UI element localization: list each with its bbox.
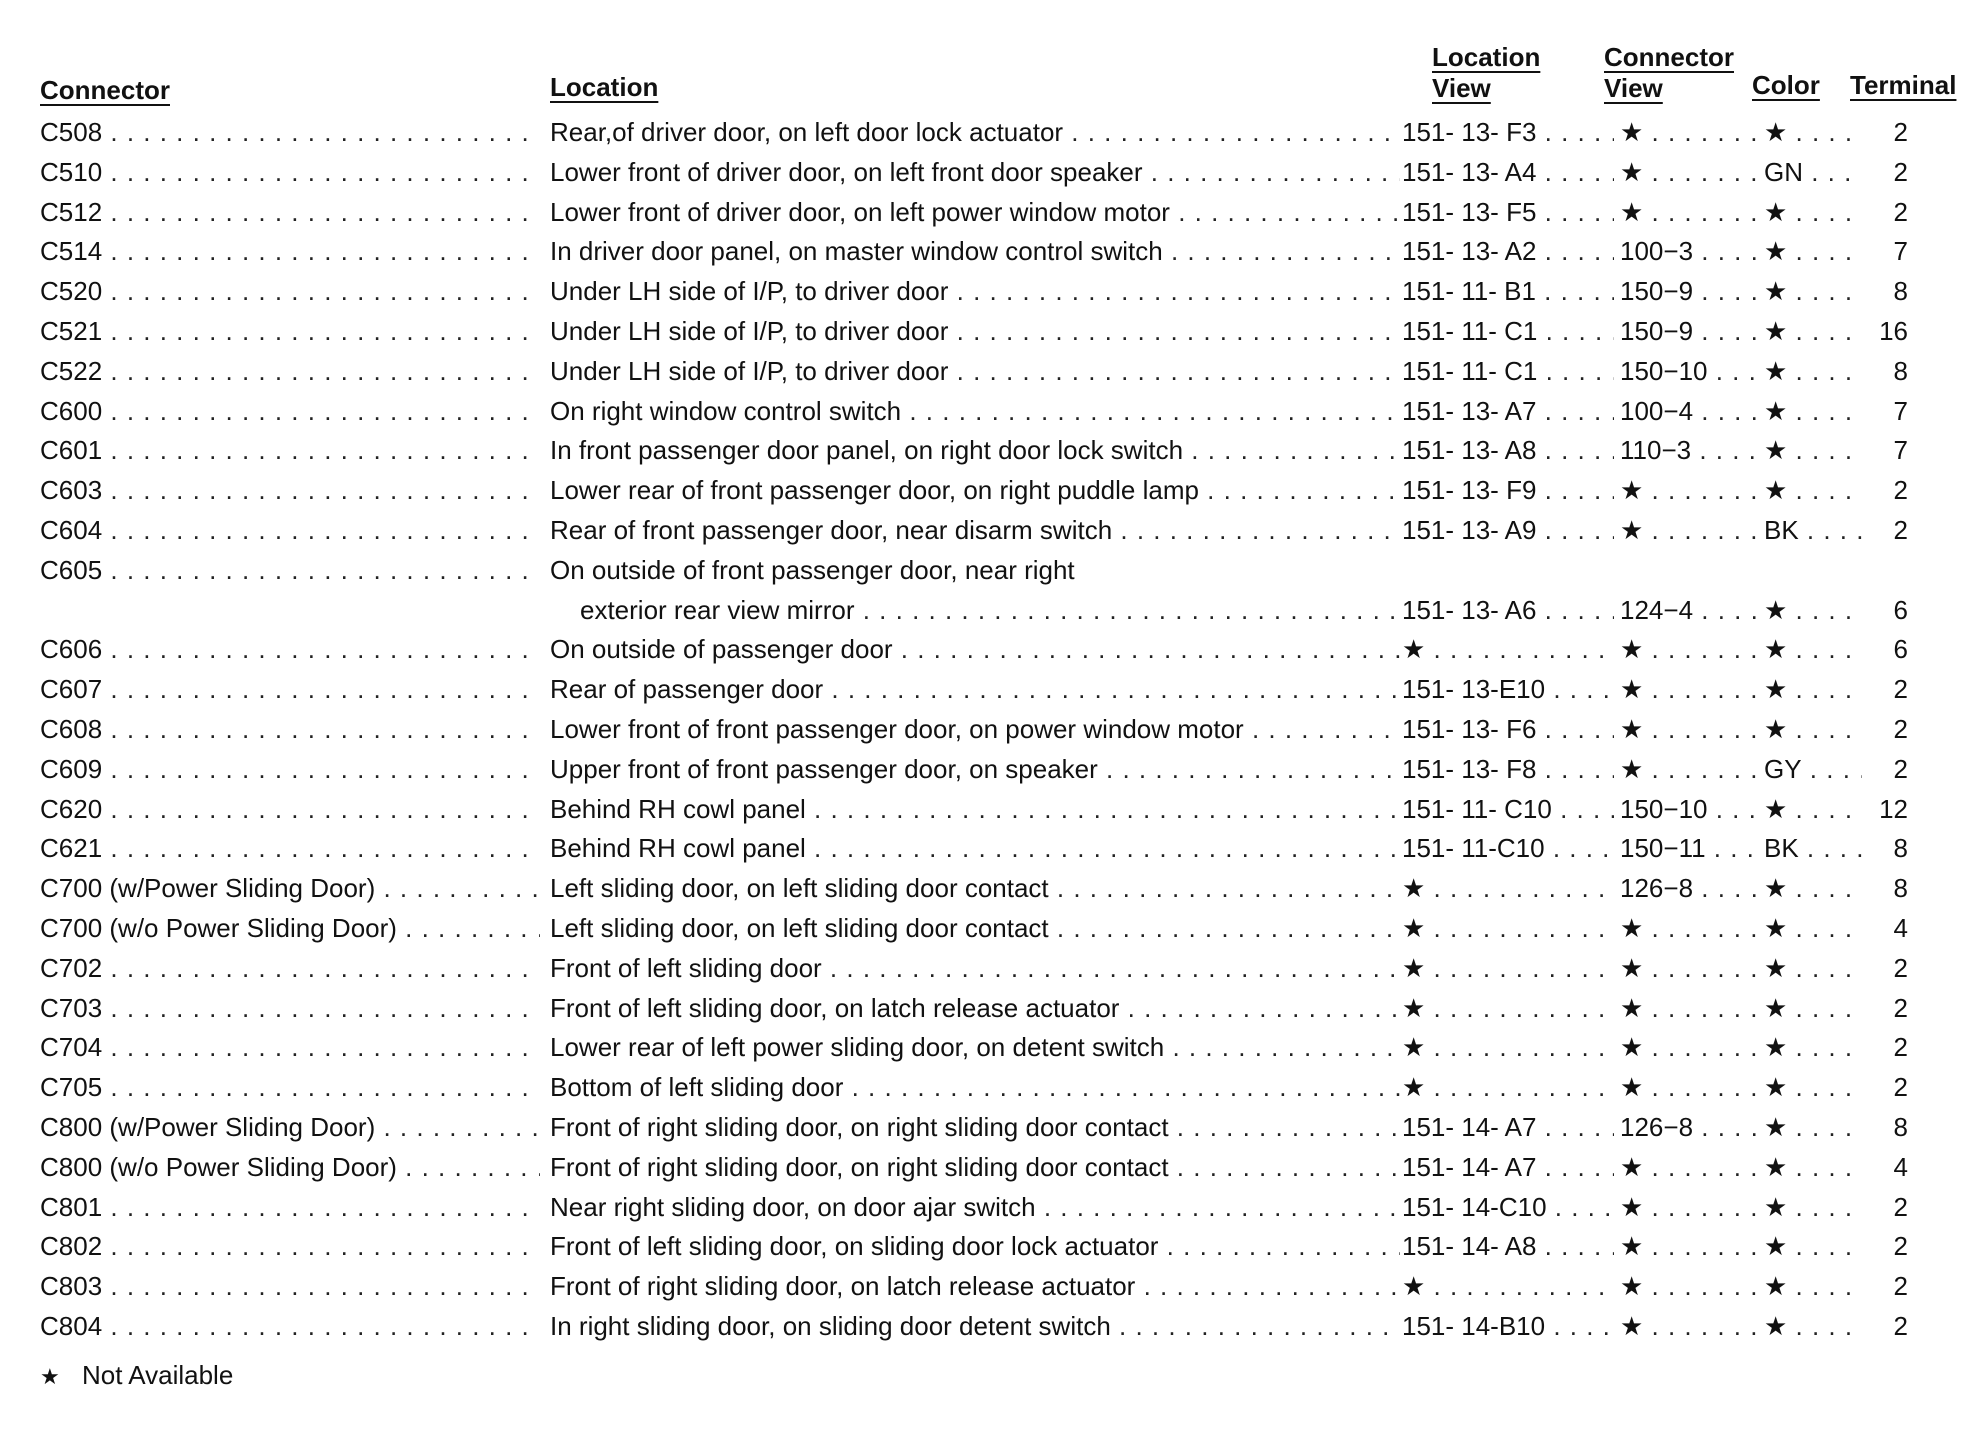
- connector-view-cell: ★ . . .: [1620, 1188, 1758, 1228]
- location-view-cell: 151- 14-B10 . . .: [1402, 1307, 1614, 1347]
- location-view-cell: 151- 13- F8 . . .: [1402, 750, 1614, 790]
- location-view-cell: ★ . . .: [1402, 630, 1614, 670]
- location-cell: Front of right sliding door, on latch release actuator . . .: [550, 1267, 1400, 1307]
- location-cell: Under LH side of I/P, to driver door . . .: [550, 272, 1400, 312]
- color-cell: ★ . . .: [1764, 232, 1862, 272]
- terminal-cell: 8: [1893, 873, 1908, 904]
- terminal-cell: 8: [1893, 833, 1908, 864]
- location-view-cell: 151- 13- A8 . . .: [1402, 431, 1614, 471]
- terminal-cell: 2: [1893, 1032, 1908, 1063]
- connector-cell: C604 . . .: [40, 511, 540, 551]
- connector-cell: C804 . . .: [40, 1307, 540, 1347]
- table-row: [0, 750, 1980, 790]
- connector-view-cell: 150−10 . . .: [1620, 352, 1758, 392]
- connector-view-cell: 150−9 . . .: [1620, 272, 1758, 312]
- header-color: Color: [1752, 70, 1820, 100]
- location-view-cell: 151- 13- F3 . . .: [1402, 113, 1614, 153]
- location-cell: On outside of front passenger door, near right: [550, 554, 1075, 585]
- connector-cell: C600 . . .: [40, 392, 540, 432]
- terminal-cell: 2: [1893, 117, 1908, 147]
- connector-view-cell: 150−10 . . .: [1620, 790, 1758, 830]
- header-connector-view-line2: View: [1604, 73, 1663, 103]
- location-cell: On right window control switch . . .: [550, 392, 1400, 432]
- connector-view-cell: 126−8 . . .: [1620, 1108, 1758, 1148]
- location-view-cell: ★ . . .: [1402, 869, 1614, 909]
- connector-cell: C601 . . .: [40, 431, 540, 471]
- location-cell: In front passenger door panel, on right door lock switch . . .: [550, 431, 1400, 471]
- connector-cell: C508 . . .: [40, 113, 540, 153]
- location-cell: Upper front of front passenger door, on speaker . . .: [550, 750, 1400, 790]
- connector-view-cell: ★ . . .: [1620, 1267, 1758, 1307]
- connector-view-cell: ★ . . .: [1620, 989, 1758, 1029]
- table-row: [0, 670, 1980, 710]
- table-row: [0, 431, 1980, 471]
- connector-cell: C514 . . .: [40, 232, 540, 272]
- location-cell: Bottom of left sliding door . . .: [550, 1068, 1400, 1108]
- star-icon: ★: [40, 1364, 60, 1389]
- location-view-cell: 151- 13- F9 . . .: [1402, 471, 1614, 511]
- header-connector-view-line1: Connector: [1604, 42, 1734, 72]
- table-row: [0, 1307, 1980, 1347]
- location-cell: Rear,of driver door, on left door lock actuator . . .: [550, 113, 1400, 153]
- color-cell: ★ . . .: [1764, 1227, 1862, 1267]
- table-row: [0, 511, 1980, 551]
- location-cell: Front of left sliding door, on sliding door lock actuator . . .: [550, 1227, 1400, 1267]
- terminal-cell: 7: [1893, 395, 1908, 426]
- terminal-cell: 2: [1893, 196, 1908, 227]
- table-row: [0, 1148, 1980, 1188]
- location-view-cell: 151- 13- A7 . . .: [1402, 392, 1614, 432]
- color-cell: BK . . .: [1764, 829, 1862, 869]
- location-cell: Front of right sliding door, on right sliding door contact . . .: [550, 1108, 1400, 1148]
- table-row: [0, 153, 1980, 193]
- terminal-cell: 8: [1893, 1111, 1908, 1142]
- connector-cell: C607 . . .: [40, 670, 540, 710]
- color-cell: ★ . . .: [1764, 272, 1862, 312]
- location-cell: Behind RH cowl panel . . .: [550, 790, 1400, 830]
- header-location-view-line2: View: [1432, 73, 1491, 103]
- location-cell: Under LH side of I/P, to driver door . . .: [550, 312, 1400, 352]
- connector-view-cell: 150−9 . . .: [1620, 312, 1758, 352]
- location-view-cell: 151- 14-C10 . . .: [1402, 1188, 1614, 1228]
- location-view-cell: 151- 13-E10 . . .: [1402, 670, 1614, 710]
- connector-cell: C704 . . .: [40, 1028, 540, 1068]
- color-cell: ★ . . .: [1764, 869, 1862, 909]
- terminal-cell: 8: [1893, 355, 1908, 386]
- location-cell: Near right sliding door, on door ajar switch . . .: [550, 1188, 1400, 1228]
- location-view-cell: 151- 14- A8 . . .: [1402, 1227, 1614, 1267]
- connector-cell: C800 (w/o Power Sliding Door) . . .: [40, 1148, 540, 1188]
- color-cell: ★ . . .: [1764, 710, 1862, 750]
- table-row: [0, 710, 1980, 750]
- location-view-cell: 151- 13- A9 . . .: [1402, 511, 1614, 551]
- terminal-cell: 16: [1879, 315, 1908, 346]
- terminal-cell: 2: [1893, 753, 1908, 784]
- table-row: [0, 790, 1980, 830]
- connector-cell: C603 . . .: [40, 471, 540, 511]
- terminal-cell: 2: [1893, 1191, 1908, 1222]
- connector-cell: C702 . . .: [40, 949, 540, 989]
- terminal-cell: 2: [1893, 514, 1908, 545]
- location-view-cell: 151- 13- F5 . . .: [1402, 193, 1614, 233]
- location-view-cell: 151- 14- A7 . . .: [1402, 1108, 1614, 1148]
- location-view-cell: 151- 13- A6 . . .: [1402, 591, 1614, 631]
- table-row: [0, 312, 1980, 352]
- table-row: [0, 471, 1980, 511]
- table-row: [0, 193, 1980, 233]
- location-cell: Lower front of driver door, on left power window motor . . .: [550, 193, 1400, 233]
- color-cell: ★ . . .: [1764, 1148, 1862, 1188]
- terminal-cell: 6: [1893, 594, 1908, 625]
- connector-cell: C803 . . .: [40, 1267, 540, 1307]
- connector-view-cell: ★ . . .: [1620, 670, 1758, 710]
- location-cell: Left sliding door, on left sliding door contact . . .: [550, 869, 1400, 909]
- terminal-cell: 2: [1893, 1310, 1908, 1341]
- connector-view-cell: ★ . . .: [1620, 113, 1758, 153]
- header-location-view-line1: Location: [1432, 42, 1541, 72]
- color-cell: ★ . . .: [1764, 312, 1862, 352]
- connector-view-cell: ★ . . .: [1620, 1068, 1758, 1108]
- table-row: [0, 1028, 1980, 1068]
- color-cell: ★ . . .: [1764, 790, 1862, 830]
- location-cell: Front of right sliding door, on right sliding door contact . . .: [550, 1148, 1400, 1188]
- color-cell: ★ . . .: [1764, 1307, 1862, 1347]
- connector-view-cell: 110−3 . . .: [1620, 431, 1758, 471]
- connector-cell: C609 . . .: [40, 750, 540, 790]
- connector-cell: C620 . . .: [40, 790, 540, 830]
- location-cell: Lower rear of left power sliding door, on detent switch . . .: [550, 1028, 1400, 1068]
- connector-cell: C700 (w/Power Sliding Door) . . .: [40, 869, 540, 909]
- terminal-cell: 2: [1893, 156, 1908, 187]
- connector-cell: C522 . . .: [40, 352, 540, 392]
- location-cell: In driver door panel, on master window control switch . . .: [550, 232, 1400, 272]
- color-cell: ★ . . .: [1764, 193, 1862, 233]
- location-cell: Left sliding door, on left sliding door contact . . .: [550, 909, 1400, 949]
- terminal-cell: 2: [1893, 1072, 1908, 1103]
- connector-view-cell: ★ . . .: [1620, 511, 1758, 551]
- table-row: [0, 113, 1980, 153]
- color-cell: ★ . . .: [1764, 1028, 1862, 1068]
- location-cell: Front of left sliding door . . .: [550, 949, 1400, 989]
- connector-view-cell: 100−3 . . .: [1620, 232, 1758, 272]
- connector-cell: C606 . . .: [40, 630, 540, 670]
- color-cell: ★ . . .: [1764, 591, 1862, 631]
- table-row: [0, 272, 1980, 312]
- connector-view-cell: ★ . . .: [1620, 949, 1758, 989]
- table-row: [0, 232, 1980, 272]
- color-cell: ★ . . .: [1764, 630, 1862, 670]
- table-row: [0, 829, 1980, 869]
- location-view-cell: 151- 13- A4 . . .: [1402, 153, 1614, 193]
- table-row: [0, 352, 1980, 392]
- connector-cell: C705 . . .: [40, 1068, 540, 1108]
- connector-view-cell: 124−4 . . .: [1620, 591, 1758, 631]
- header-connector: Connector: [40, 75, 170, 105]
- connector-view-cell: 150−11 . . .: [1620, 829, 1758, 869]
- location-view-cell: 151- 13- F6 . . .: [1402, 710, 1614, 750]
- terminal-cell: 2: [1893, 475, 1908, 506]
- connector-view-cell: ★ . . .: [1620, 1307, 1758, 1347]
- table-row: [0, 989, 1980, 1029]
- color-cell: ★ . . .: [1764, 471, 1862, 511]
- table-row: [0, 1108, 1980, 1148]
- terminal-cell: 4: [1893, 1151, 1908, 1182]
- location-cell: Front of left sliding door, on latch release actuator . . .: [550, 989, 1400, 1029]
- location-cell: Under LH side of I/P, to driver door . . .: [550, 352, 1400, 392]
- location-cell: Rear of front passenger door, near disarm switch . . .: [550, 511, 1400, 551]
- color-cell: ★ . . .: [1764, 113, 1862, 153]
- connector-table-body: [0, 113, 1980, 1347]
- location-view-cell: ★ . . .: [1402, 989, 1614, 1029]
- color-cell: ★ . . .: [1764, 670, 1862, 710]
- location-view-cell: ★ . . .: [1402, 949, 1614, 989]
- terminal-cell: 2: [1893, 713, 1908, 744]
- table-row: [0, 1227, 1980, 1267]
- connector-cell: C703 . . .: [40, 989, 540, 1029]
- terminal-cell: 6: [1893, 634, 1908, 665]
- table-row: [0, 1188, 1980, 1228]
- location-view-cell: ★ . . .: [1402, 1028, 1614, 1068]
- connector-cell: C802 . . .: [40, 1227, 540, 1267]
- color-cell: ★ . . .: [1764, 1267, 1862, 1307]
- color-cell: ★ . . .: [1764, 431, 1862, 471]
- color-cell: GY . . .: [1764, 750, 1862, 790]
- connector-view-cell: ★ . . .: [1620, 630, 1758, 670]
- table-row: [0, 1068, 1980, 1108]
- connector-view-cell: ★ . . .: [1620, 1028, 1758, 1068]
- location-cell: Lower front of front passenger door, on power window motor . . .: [550, 710, 1400, 750]
- location-cell: Lower rear of front passenger door, on right puddle lamp . . .: [550, 471, 1400, 511]
- terminal-cell: 8: [1893, 276, 1908, 307]
- connector-cell: C608 . . .: [40, 710, 540, 750]
- table-row: [0, 869, 1980, 909]
- terminal-cell: 12: [1879, 793, 1908, 824]
- connector-cell: C605 . . .: [40, 551, 540, 591]
- connector-view-cell: ★ . . .: [1620, 750, 1758, 790]
- terminal-cell: 2: [1893, 952, 1908, 983]
- table-row: [0, 949, 1980, 989]
- color-cell: GN . . .: [1764, 153, 1862, 193]
- connector-view-cell: ★ . . .: [1620, 1227, 1758, 1267]
- color-cell: ★ . . .: [1764, 989, 1862, 1029]
- connector-view-cell: ★ . . .: [1620, 153, 1758, 193]
- connector-view-cell: 126−8 . . .: [1620, 869, 1758, 909]
- location-cell: Behind RH cowl panel . . .: [550, 829, 1400, 869]
- table-row: [0, 909, 1980, 949]
- color-cell: ★ . . .: [1764, 1068, 1862, 1108]
- location-view-cell: 151- 13- A2 . . .: [1402, 232, 1614, 272]
- connector-view-cell: 100−4 . . .: [1620, 392, 1758, 432]
- connector-view-cell: ★ . . .: [1620, 710, 1758, 750]
- location-continued-cell: exterior rear view mirror . . .: [580, 591, 1400, 631]
- location-view-cell: 151- 11- C1 . . .: [1402, 352, 1614, 392]
- connector-view-cell: ★ . . .: [1620, 193, 1758, 233]
- location-cell: Rear of passenger door . . .: [550, 670, 1400, 710]
- location-view-cell: 151- 11- C10 . . .: [1402, 790, 1614, 830]
- table-row: [0, 551, 1980, 631]
- table-row: [0, 392, 1980, 432]
- location-view-cell: ★ . . .: [1402, 909, 1614, 949]
- footnote-text: Not Available: [82, 1360, 234, 1390]
- terminal-cell: 2: [1893, 992, 1908, 1023]
- location-view-cell: 151- 14- A7 . . .: [1402, 1148, 1614, 1188]
- table-row: [0, 1267, 1980, 1307]
- header-terminal: Terminal: [1850, 70, 1957, 100]
- connector-cell: C621 . . .: [40, 829, 540, 869]
- color-cell: ★ . . .: [1764, 1188, 1862, 1228]
- connector-cell: C520 . . .: [40, 272, 540, 312]
- header-location: Location: [550, 72, 659, 102]
- terminal-cell: 2: [1893, 1231, 1908, 1262]
- color-cell: ★ . . .: [1764, 1108, 1862, 1148]
- location-view-cell: 151- 11- C1 . . .: [1402, 312, 1614, 352]
- color-cell: BK . . .: [1764, 511, 1862, 551]
- connector-view-cell: ★ . . .: [1620, 909, 1758, 949]
- terminal-cell: 2: [1893, 1271, 1908, 1302]
- connector-view-cell: ★ . . .: [1620, 471, 1758, 511]
- terminal-cell: 2: [1893, 674, 1908, 705]
- location-cell: In right sliding door, on sliding door detent switch . . .: [550, 1307, 1400, 1347]
- color-cell: ★ . . .: [1764, 352, 1862, 392]
- connector-cell: C510 . . .: [40, 153, 540, 193]
- terminal-cell: 7: [1893, 236, 1908, 267]
- location-cell: Lower front of driver door, on left front door speaker . . .: [550, 153, 1400, 193]
- terminal-cell: 7: [1893, 435, 1908, 466]
- connector-cell: C700 (w/o Power Sliding Door) . . .: [40, 909, 540, 949]
- color-cell: ★ . . .: [1764, 392, 1862, 432]
- connector-cell: C800 (w/Power Sliding Door) . . .: [40, 1108, 540, 1148]
- color-cell: ★ . . .: [1764, 909, 1862, 949]
- connector-view-cell: ★ . . .: [1620, 1148, 1758, 1188]
- connector-cell: C521 . . .: [40, 312, 540, 352]
- connector-cell: C801 . . .: [40, 1188, 540, 1228]
- footnote: [40, 1358, 233, 1394]
- terminal-cell: 4: [1893, 912, 1908, 943]
- location-view-cell: ★ . . .: [1402, 1068, 1614, 1108]
- location-view-cell: 151- 11- B1 . . .: [1402, 272, 1614, 312]
- table-row: [0, 630, 1980, 670]
- location-view-cell: ★ . . .: [1402, 1267, 1614, 1307]
- connector-cell: C512 . . .: [40, 193, 540, 233]
- location-cell: On outside of passenger door . . .: [550, 630, 1400, 670]
- location-view-cell: 151- 11-C10 . . .: [1402, 829, 1614, 869]
- color-cell: ★ . . .: [1764, 949, 1862, 989]
